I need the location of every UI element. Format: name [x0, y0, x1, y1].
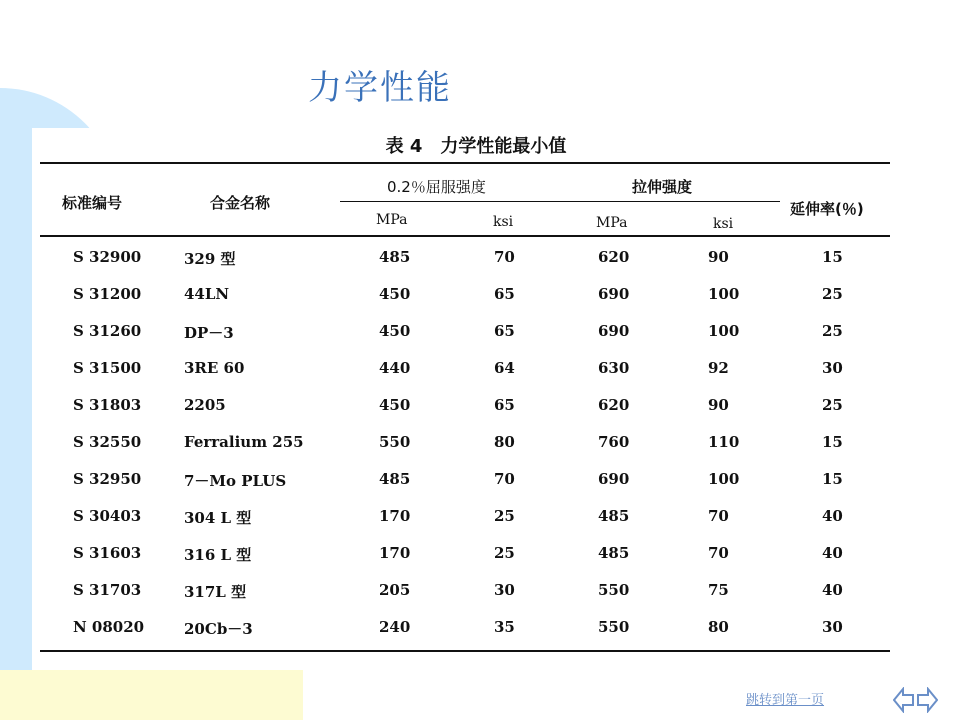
- unit-tensile-ksi: ksi: [713, 216, 734, 232]
- page-navigation: [893, 687, 939, 713]
- cell-tensile-ksi: 90: [708, 248, 729, 266]
- cell-yield-mpa: 450: [379, 396, 411, 414]
- table-row: [32, 618, 920, 648]
- cell-elongation: 15: [822, 248, 843, 266]
- background-decoration-strip: [0, 200, 32, 670]
- header-alloy: 合金名称: [210, 194, 271, 212]
- header-standard: 标准编号: [62, 194, 123, 212]
- header-yield-strength: 0.2％屈服强度: [387, 178, 486, 196]
- cell-tensile-mpa: 550: [598, 581, 630, 599]
- cell-standard: S 31603: [73, 544, 142, 562]
- cell-alloy: 7－Mo PLUS: [184, 472, 287, 490]
- cell-elongation: 15: [822, 470, 843, 488]
- cell-alloy: 329 型: [184, 250, 236, 268]
- cell-standard: S 31260: [73, 322, 142, 340]
- cell-yield-mpa: 170: [379, 544, 411, 562]
- cell-tensile-ksi: 70: [708, 507, 729, 525]
- cell-yield-mpa: 485: [379, 470, 411, 488]
- cell-standard: S 31803: [73, 396, 142, 414]
- cell-standard: S 32550: [73, 433, 142, 451]
- cell-yield-mpa: 485: [379, 248, 411, 266]
- unit-yield-mpa: MPa: [376, 212, 408, 228]
- cell-alloy: DP－3: [184, 324, 234, 342]
- cell-tensile-mpa: 760: [598, 433, 630, 451]
- cell-yield-mpa: 170: [379, 507, 411, 525]
- first-page-link[interactable]: 跳转到第一页: [746, 693, 825, 708]
- cell-tensile-ksi: 70: [708, 544, 729, 562]
- cell-tensile-ksi: 92: [708, 359, 729, 377]
- table-row: [32, 396, 920, 426]
- header-elongation: 延伸率(％): [790, 200, 864, 218]
- cell-yield-ksi: 80: [494, 433, 515, 451]
- cell-yield-ksi: 70: [494, 470, 515, 488]
- cell-elongation: 40: [822, 507, 843, 525]
- table-row: [32, 581, 920, 611]
- cell-yield-ksi: 70: [494, 248, 515, 266]
- background-decoration-footer: [0, 670, 303, 720]
- cell-yield-mpa: 550: [379, 433, 411, 451]
- cell-elongation: 15: [822, 433, 843, 451]
- cell-standard: S 32900: [73, 248, 142, 266]
- cell-tensile-ksi: 100: [708, 285, 740, 303]
- table-caption: 表 4 力学性能最小值: [385, 136, 567, 157]
- table-row: [32, 322, 920, 352]
- table-row: [32, 470, 920, 500]
- cell-tensile-mpa: 485: [598, 507, 630, 525]
- cell-tensile-ksi: 75: [708, 581, 729, 599]
- cell-tensile-mpa: 620: [598, 248, 630, 266]
- cell-tensile-mpa: 550: [598, 618, 630, 636]
- cell-alloy: 20Cb－3: [184, 620, 253, 638]
- table-row: [32, 248, 920, 278]
- cell-standard: S 32950: [73, 470, 142, 488]
- cell-tensile-mpa: 630: [598, 359, 630, 377]
- cell-alloy: 3RE 60: [184, 359, 245, 377]
- table-row: [32, 544, 920, 574]
- cell-standard: S 30403: [73, 507, 142, 525]
- cell-yield-ksi: 35: [494, 618, 515, 636]
- cell-tensile-ksi: 90: [708, 396, 729, 414]
- cell-yield-mpa: 440: [379, 359, 411, 377]
- cell-elongation: 40: [822, 581, 843, 599]
- cell-tensile-mpa: 485: [598, 544, 630, 562]
- cell-yield-ksi: 25: [494, 544, 515, 562]
- cell-yield-ksi: 30: [494, 581, 515, 599]
- cell-tensile-mpa: 620: [598, 396, 630, 414]
- left-arrow-icon[interactable]: [893, 687, 915, 713]
- cell-yield-ksi: 25: [494, 507, 515, 525]
- table-row: [32, 507, 920, 537]
- cell-yield-mpa: 240: [379, 618, 411, 636]
- table-bottom-rule: [40, 650, 890, 652]
- cell-tensile-ksi: 80: [708, 618, 729, 636]
- table-row: [32, 285, 920, 315]
- table-subheader-rule: [340, 201, 780, 202]
- cell-yield-mpa: 450: [379, 285, 411, 303]
- header-tensile-strength: 拉伸强度: [632, 178, 693, 196]
- slide-title: 力学性能: [308, 68, 452, 108]
- cell-alloy: 304 L 型: [184, 509, 252, 527]
- right-arrow-icon[interactable]: [916, 687, 938, 713]
- cell-tensile-mpa: 690: [598, 322, 630, 340]
- cell-elongation: 30: [822, 359, 843, 377]
- unit-yield-ksi: ksi: [493, 214, 514, 230]
- cell-elongation: 25: [822, 285, 843, 303]
- table-image-panel: [32, 128, 920, 670]
- cell-tensile-ksi: 100: [708, 322, 740, 340]
- cell-yield-ksi: 65: [494, 396, 515, 414]
- cell-standard: S 31500: [73, 359, 142, 377]
- cell-alloy: 44LN: [184, 285, 230, 303]
- table-row: [32, 433, 920, 463]
- table-top-rule: [40, 162, 890, 164]
- cell-standard: S 31703: [73, 581, 142, 599]
- cell-tensile-ksi: 100: [708, 470, 740, 488]
- cell-standard: N 08020: [73, 618, 145, 636]
- cell-yield-mpa: 450: [379, 322, 411, 340]
- cell-yield-mpa: 205: [379, 581, 411, 599]
- cell-elongation: 40: [822, 544, 843, 562]
- cell-tensile-ksi: 110: [708, 433, 740, 451]
- cell-alloy: 2205: [184, 396, 226, 414]
- table-row: [32, 359, 920, 389]
- cell-alloy: Ferralium 255: [184, 433, 304, 451]
- cell-elongation: 30: [822, 618, 843, 636]
- cell-yield-ksi: 65: [494, 322, 515, 340]
- cell-alloy: 316 L 型: [184, 546, 252, 564]
- table-header-rule: [40, 235, 890, 237]
- cell-yield-ksi: 65: [494, 285, 515, 303]
- cell-tensile-mpa: 690: [598, 285, 630, 303]
- unit-tensile-mpa: MPa: [596, 215, 628, 231]
- cell-elongation: 25: [822, 322, 843, 340]
- cell-elongation: 25: [822, 396, 843, 414]
- cell-alloy: 317L 型: [184, 583, 247, 601]
- cell-standard: S 31200: [73, 285, 142, 303]
- cell-tensile-mpa: 690: [598, 470, 630, 488]
- cell-yield-ksi: 64: [494, 359, 515, 377]
